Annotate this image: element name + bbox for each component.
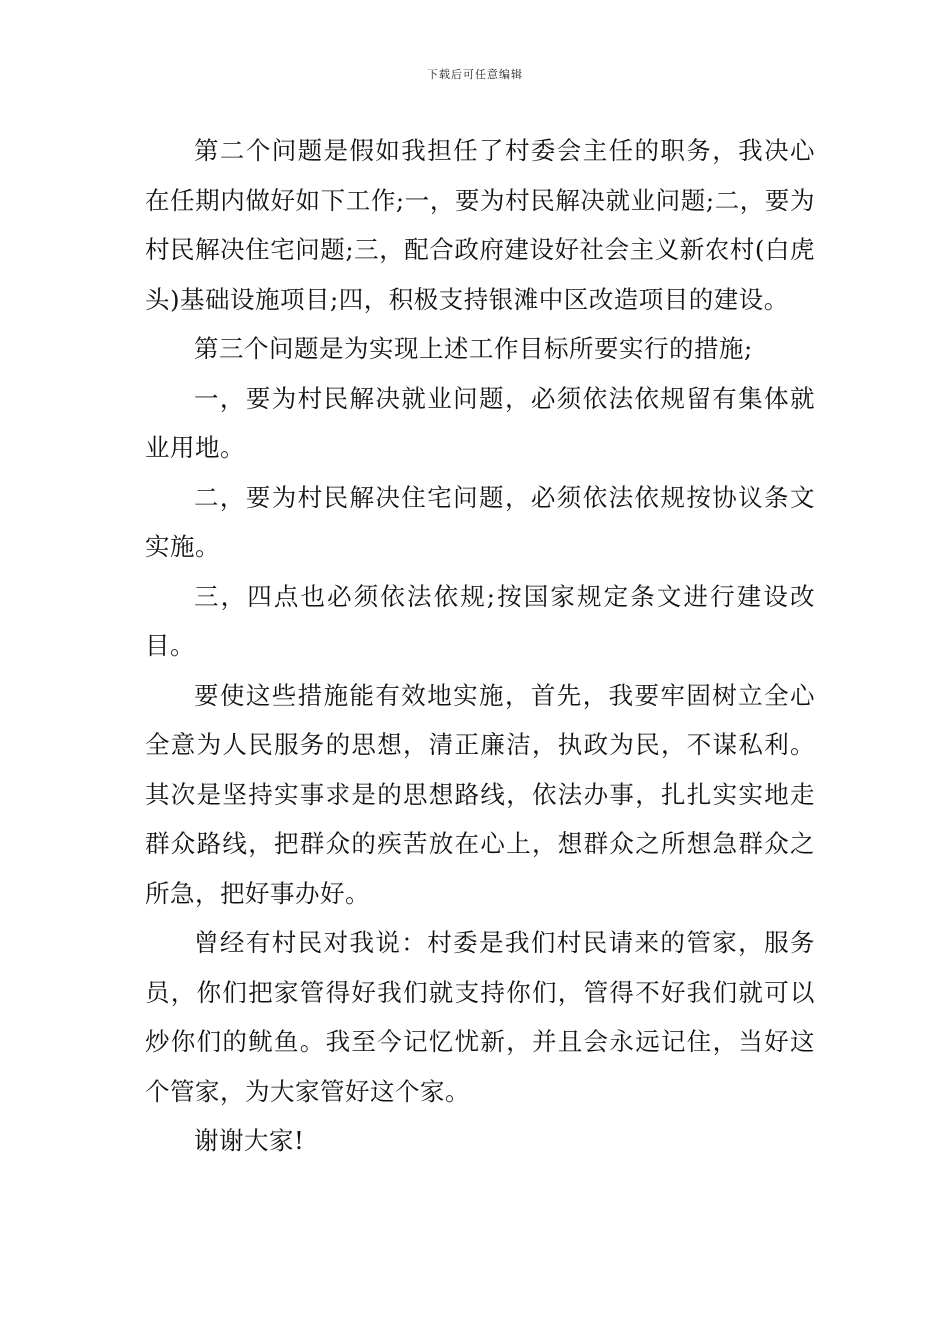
page-header: 下载后可任意编辑 bbox=[427, 68, 523, 81]
paragraph: 第二个问题是假如我担任了村委会主任的职务，我决心在任期内做好如下工作;一，要为村民解决就业问题;二，要为村民解决住宅问题;三，配合政府建设好社会主义新农村(白虎头)基础设施项目;四，积极支持银滩中区改造项目的建设。 bbox=[145, 136, 815, 314]
paragraph: 曾经有村民对我说：村委是我们村民请来的管家，服务员，你们把家管得好我们就支持你们，管得不好我们就可以炒你们的鱿鱼。我至今记忆忧新，并且会永远记住，当好这个管家，为大家管好这个家。 bbox=[145, 928, 815, 1106]
paragraph: 三，四点也必须依法依规;按国家规定条文进行建设改目。 bbox=[145, 581, 815, 660]
paragraph: 一，要为村民解决就业问题，必须依法依规留有集体就业用地。 bbox=[145, 383, 815, 462]
paragraph: 二，要为村民解决住宅问题，必须依法依规按协议条文实施。 bbox=[145, 482, 815, 561]
document-body bbox=[145, 126, 815, 1166]
paragraph: 要使这些措施能有效地实施，首先，我要牢固树立全心全意为人民服务的思想，清正廉洁，执政为民，不谋私利。其次是坚持实事求是的思想路线，依法办事，扎扎实实地走群众路线，把群众的疾苦放在心上，想群众之所想急群众之所急，把好事办好。 bbox=[145, 680, 815, 908]
closing-line: 谢谢大家! bbox=[194, 1126, 305, 1155]
paragraph: 第三个问题是为实现上述工作目标所要实行的措施; bbox=[194, 334, 753, 363]
